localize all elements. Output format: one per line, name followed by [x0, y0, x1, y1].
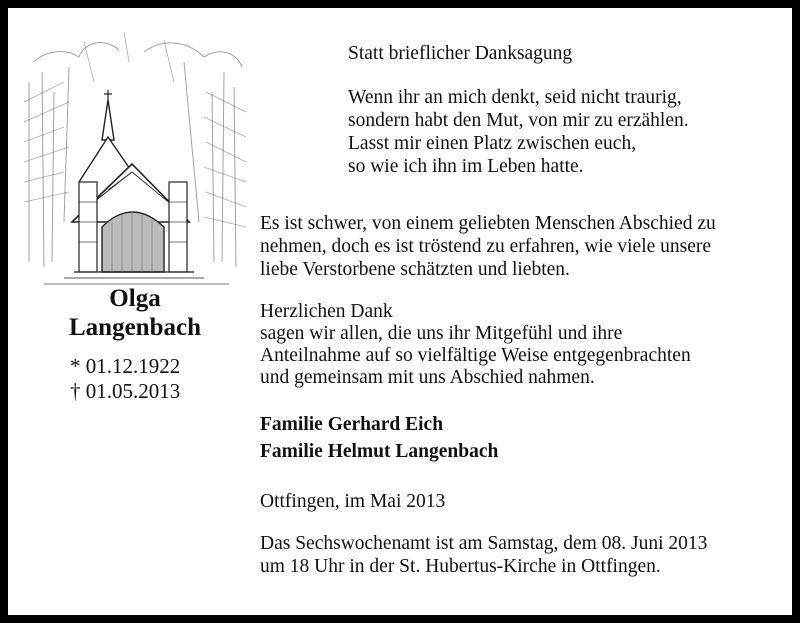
deceased-last-name: Langenbach	[69, 314, 201, 341]
family-name: Familie Gerhard Eich	[260, 414, 444, 435]
birth-date: * 01.12.1922	[70, 354, 181, 378]
paragraph2-line: Anteilnahme auf so vielfältige Weise entgegenbrachten	[260, 345, 691, 366]
chapel-illustration	[24, 22, 246, 288]
family-name: Familie Helmut Langenbach	[260, 441, 499, 462]
service-note-line: um 18 Uhr in der St. Hubertus-Kirche in Ottfingen.	[260, 556, 661, 577]
paragraph1-line: liebe Verstorbene schätzten und liebten.	[260, 259, 570, 280]
paragraph1-line: Es ist schwer, von einem geliebten Menschen Abschied zu	[260, 213, 716, 234]
death-date: † 01.05.2013	[70, 379, 181, 403]
poem-line: Wenn ihr an mich denkt, seid nicht traurig,	[348, 87, 682, 108]
paragraph1-line: nehmen, doch es ist tröstend zu erfahren, wie viele unsere	[260, 236, 712, 257]
deceased-first-name: Olga	[109, 285, 161, 312]
poem-line: so wie ich ihn im Leben hatte.	[348, 156, 584, 177]
poem-line: Lasst mir einen Platz zwischen euch,	[348, 133, 637, 154]
paragraph2-line: sagen wir allen, die uns ihr Mitgefühl und ihre	[260, 323, 623, 344]
service-note-line: Das Sechswochenamt ist am Samstag, dem 08. Juni 2013	[260, 533, 708, 554]
poem-line: sondern habt den Mut, von mir zu erzählen.	[348, 110, 689, 131]
paragraph2-line: Herzlichen Dank	[260, 301, 393, 322]
heading: Statt brieflicher Danksagung	[348, 43, 573, 64]
place-date: Ottfingen, im Mai 2013	[260, 491, 446, 512]
paragraph2-line: und gemeinsam mit uns Abschied nahmen.	[260, 367, 595, 388]
